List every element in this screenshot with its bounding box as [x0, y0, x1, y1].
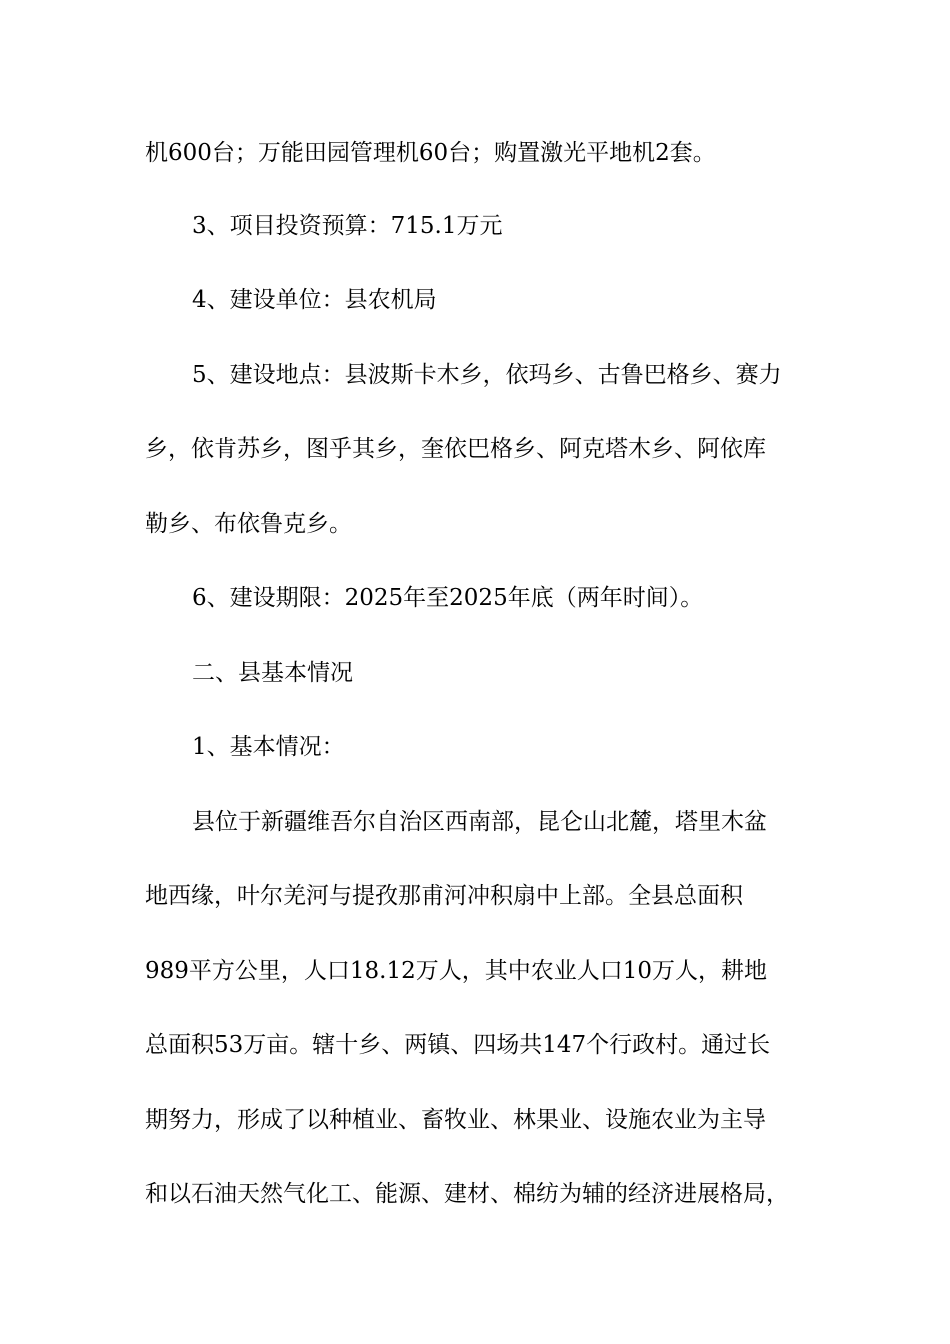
text-line-10: 县位于新疆维吾尔自治区西南部，昆仑山北麓，塔里木盆	[192, 809, 767, 835]
text-line-1: 机600台；万能田园管理机60台；购置激光平地机2套。	[145, 140, 716, 166]
text-line-14: 期努力，形成了以种植业、畜牧业、林果业、设施农业为主导	[145, 1107, 766, 1133]
text-line-13: 总面积53万亩。辖十乡、两镇、四场共147个行政村。通过长	[145, 1032, 771, 1058]
text-line-3: 4、建设单位：县农机局	[192, 287, 437, 313]
text-line-11: 地西缘，叶尔羌河与提孜那甫河冲积扇中上部。全县总面积	[145, 883, 743, 909]
section-heading: 二、县基本情况	[192, 660, 353, 686]
text-line-15: 和以石油天然气化工、能源、建材、棉纺为辅的经济进展格局，	[145, 1181, 789, 1207]
text-line-4: 5、建设地点：县波斯卡木乡，依玛乡、古鲁巴格乡、赛力	[192, 362, 782, 388]
subsection-heading: 1、基本情况：	[192, 734, 345, 760]
text-line-5: 乡，依肯苏乡，图乎其乡，奎依巴格乡、阿克塔木乡、阿依库	[145, 436, 766, 462]
text-line-7: 6、建设期限：2025年至2025年底（两年时间）。	[192, 585, 704, 611]
text-line-2: 3、项目投资预算：715.1万元	[192, 213, 503, 239]
text-line-12: 989平方公里，人口18.12万人，其中农业人口10万人，耕地	[145, 958, 768, 984]
text-line-6: 勒乡、布依鲁克乡。	[145, 511, 352, 537]
